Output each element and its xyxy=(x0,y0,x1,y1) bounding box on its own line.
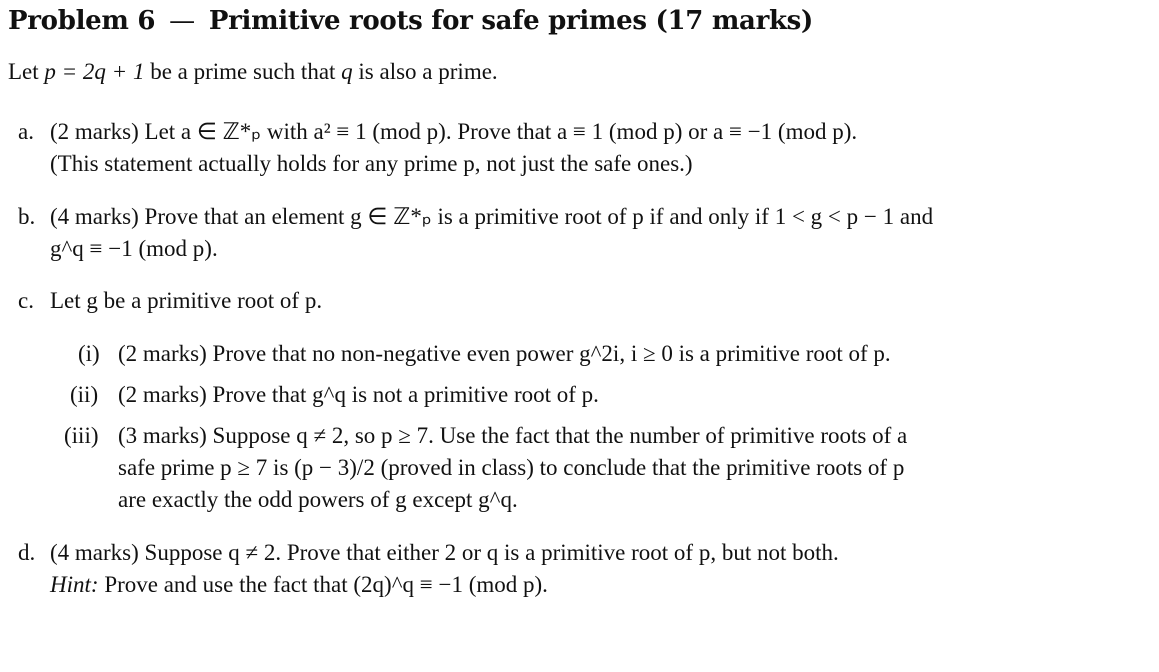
part-b-line2: g^q ≡ −1 (mod p). xyxy=(50,236,218,261)
part-a-line2: (This statement actually holds for any prime p, not just the safe ones.) xyxy=(50,151,693,176)
heading-dash: — xyxy=(169,6,195,36)
part-c-label: c. xyxy=(18,288,34,313)
part-c-iii-line1: (3 marks) Suppose q ≠ 2, so p ≥ 7. Use the fact that the number of primitive roots of a xyxy=(118,423,908,448)
part-c-iii-label: (iii) xyxy=(64,423,99,448)
part-c-ii-label: (ii) xyxy=(70,382,99,407)
intro-pre: Let xyxy=(8,59,45,84)
part-c-iii-line2: safe prime p ≥ 7 is (p − 3)/2 (proved in class) to conclude that the primitive roots of p xyxy=(118,455,905,480)
part-c-ii-line1: (2 marks) Prove that g^q is not a primitive root of p. xyxy=(118,382,599,407)
intro-post: is also a prime. xyxy=(352,59,498,84)
part-c-i-line1: (2 marks) Prove that no non-negative even power g^2i, i ≥ 0 is a primitive root of p. xyxy=(118,341,891,366)
intro-paragraph xyxy=(8,56,498,88)
intro-var: q xyxy=(341,59,353,84)
part-b-line1: (4 marks) Prove that an element g ∈ ℤ*ₚ is a primitive root of p if and only if 1 < g < p − 1 and xyxy=(50,204,934,229)
problem-title: Primitive roots for safe primes (17 marks) xyxy=(208,6,814,36)
intro-equation: p = 2q + 1 xyxy=(44,59,145,84)
problem-heading xyxy=(8,6,813,36)
hint-label: Hint: xyxy=(50,572,99,597)
part-d-line2 xyxy=(50,569,548,601)
part-c-i-label: (i) xyxy=(78,341,100,366)
problem-label: Problem 6 xyxy=(8,6,156,36)
hint-text: Prove and use the fact that (2q)^q ≡ −1 (mod p). xyxy=(98,572,548,597)
part-d-line1: (4 marks) Suppose q ≠ 2. Prove that either 2 or q is a primitive root of p, but not both. xyxy=(50,540,839,565)
part-b-label: b. xyxy=(18,204,36,229)
part-c-line1: Let g be a primitive root of p. xyxy=(50,288,323,313)
intro-mid: be a prime such that xyxy=(144,59,342,84)
part-d-label: d. xyxy=(18,540,36,565)
part-a-line1: (2 marks) Let a ∈ ℤ*ₚ with a² ≡ 1 (mod p). Prove that a ≡ 1 (mod p) or a ≡ −1 (mod p). xyxy=(50,119,858,144)
part-c-iii-line3: are exactly the odd powers of g except g^q. xyxy=(118,487,518,512)
part-a-label: a. xyxy=(18,119,34,144)
